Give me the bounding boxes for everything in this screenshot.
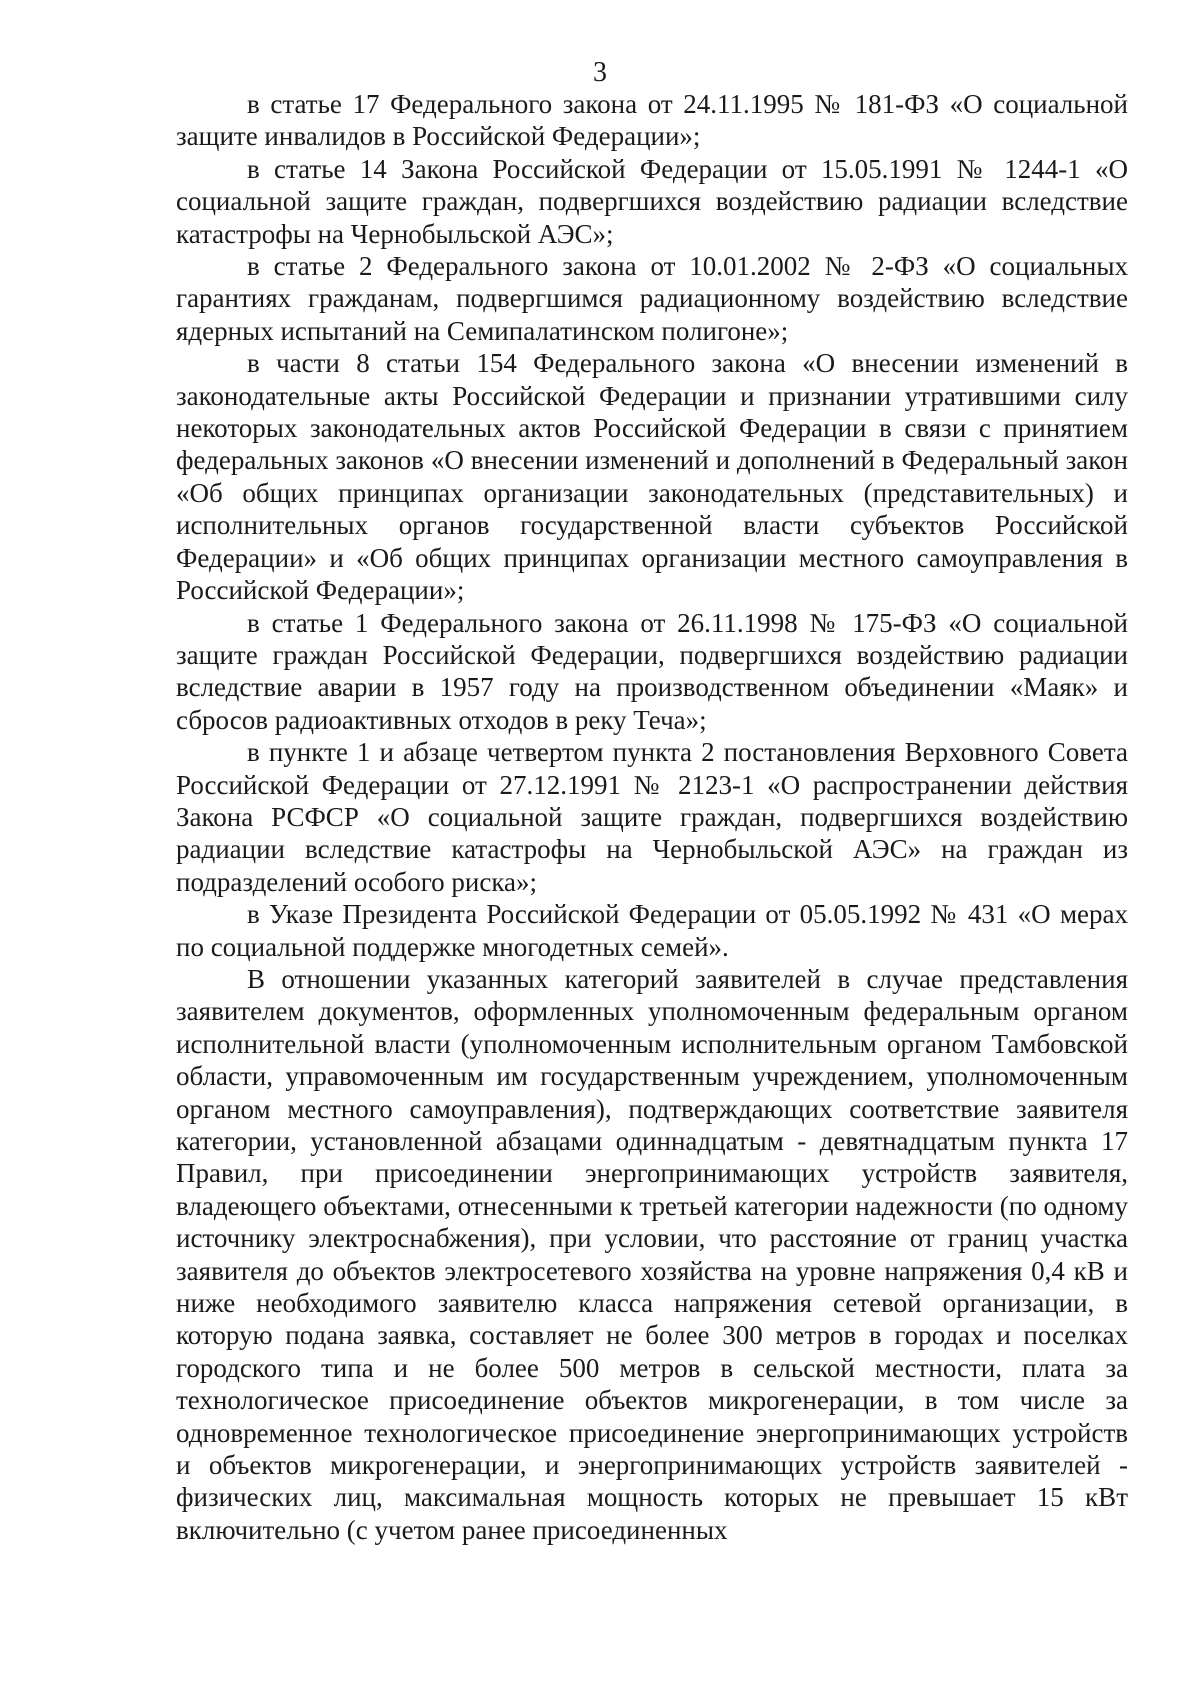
paragraph-decree-431: в Указе Президента Российской Федерации от 05.05.1992 № 431 «О мерах по социальной поддержке многодетных семей». [176,899,1128,962]
paragraph-federal-law-2: в статье 2 Федерального закона от 10.01.2002 № 2-ФЗ «О социальных гарантиях гражданам, подвергшимся радиационному воздействию вследствие ядерных испытаний на Семипалатинском полигоне»; [176,251,1128,346]
document-body [176,88,1128,1546]
paragraph-federal-law-154: в части 8 статьи 154 Федерального закона «О внесении изменений в законодательные акты Российской Федерации и признании утратившими силу некоторых законодательных актов Российской Федерации в связи с принятием федеральных законов «О внесении изменений и дополнений в Федеральный закон «Об общих принципах организации законодательных (представительных) и исполнительных органов государственной власти субъектов Российской Федерации» и «Об общих принципах организации местного самоуправления в Российской Федерации»; [176,348,1128,606]
paragraph-applicant-categories: В отношении указанных категорий заявителей в случае представления заявителем документов, оформленных уполномоченным федеральным органом исполнительной власти (уполномоченным исполнительным органом Тамбовской области, управомоченным им государственным учреждением, уполномоченным органом местного самоуправления), подтверждающих соответствие заявителя категории, установленной абзацами одиннадцатым - девятнадцатым пункта 17 Правил, при присоединении энергопринимающих устройств заявителя, владеющего объектами, отнесенными к третьей категории надежности (по одному источнику электроснабжения), при условии, что расстояние от границ участка заявителя до объектов электросетевого хозяйства на уровне напряжения 0,4 кВ и ниже необходимого заявителю класса напряжения сетевой организации, в которую подана заявка, составляет не более 300 метров в городах и поселках городского типа и не более 500 метров в сельской местности, плата за технологическое присоединение объектов микрогенерации, в том числе за одновременное технологическое присоединение энергопринимающих устройств и объектов микрогенерации, и энергопринимающих устройств заявителей - физических лиц, максимальная мощность которых не превышает 15 кВт включительно (с учетом ранее присоединенных [176,963,1128,1545]
paragraph-federal-law-181: в статье 17 Федерального закона от 24.11.1995 № 181-ФЗ «О социальной защите инвалидов в Российской Федерации»; [176,89,1128,152]
paragraph-federal-law-175: в статье 1 Федерального закона от 26.11.1998 № 175-ФЗ «О социальной защите граждан Российской Федерации, подвергшихся воздействию радиации вследствие аварии в 1957 году на производственном объединении «Маяк» и сбросов радиоактивных отходов в реку Теча»; [176,607,1128,735]
paragraph-law-1244-1: в статье 14 Закона Российской Федерации от 15.05.1991 № 1244-1 «О социальной защите граждан, подвергшихся воздействию радиации вследствие катастрофы на Чернобыльской АЭС»; [176,153,1128,249]
paragraph-resolution-2123-1: в пункте 1 и абзаце четвертом пункта 2 постановления Верховного Совета Российской Федерации от 27.12.1991 № 2123-1 «О распространении действия Закона РСФСР «О социальной защите граждан, подвергшихся воздействию радиации вследствие катастрофы на Чернобыльской АЭС» на граждан из подразделений особого риска»; [176,737,1128,897]
page-number: 3 [593,57,607,88]
